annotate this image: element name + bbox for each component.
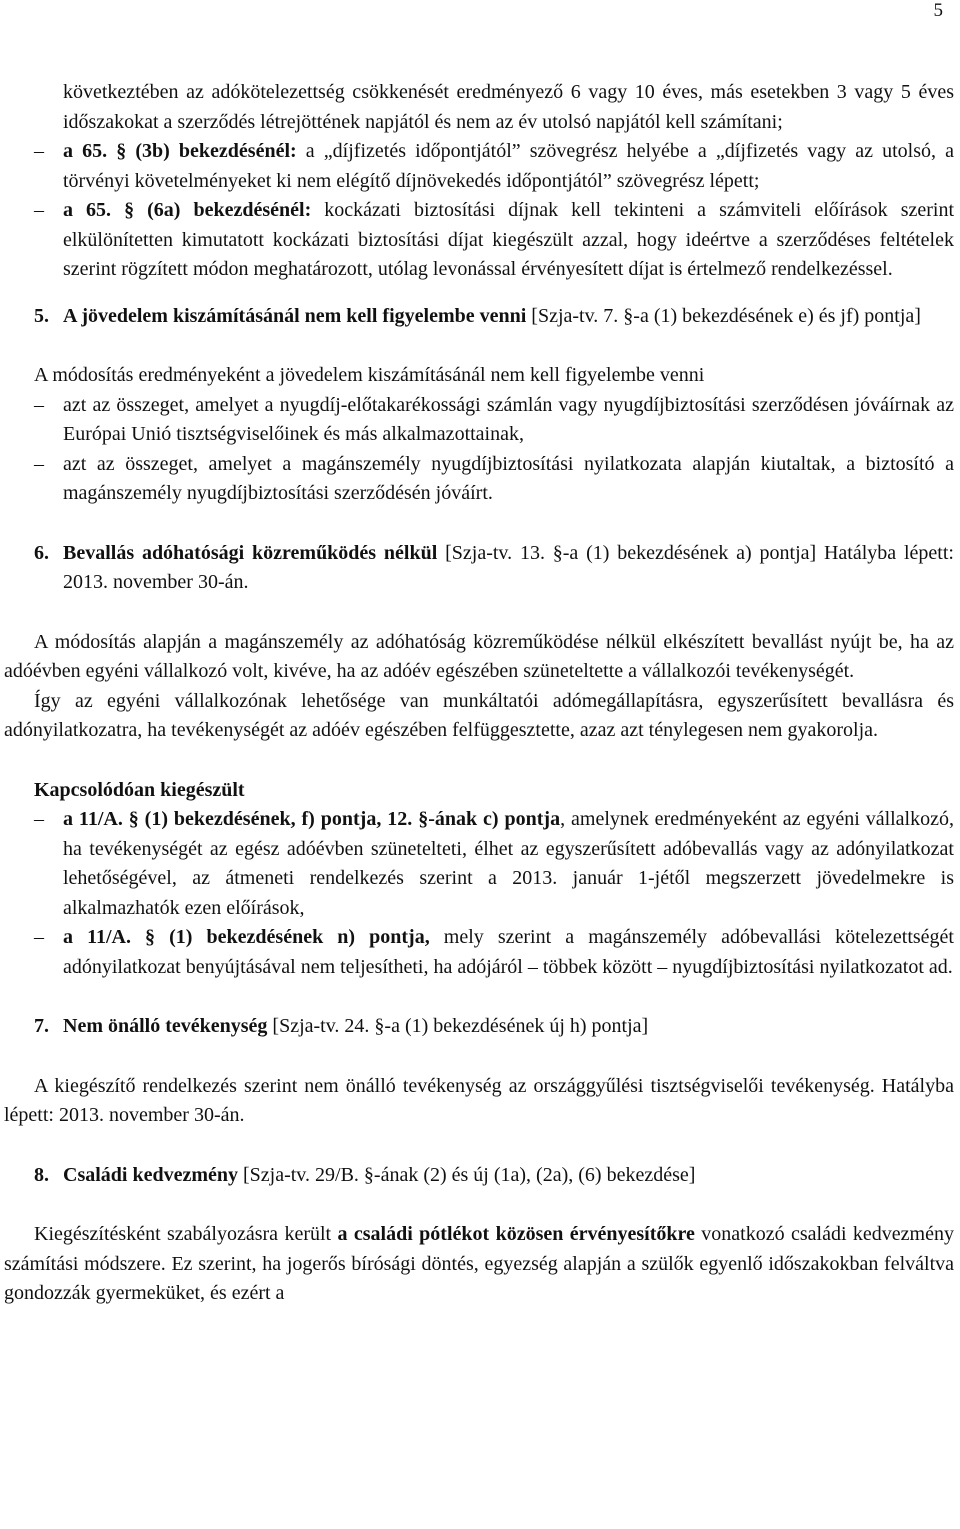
subheading <box>4 776 954 806</box>
item-text: azt az összeget, amelyet a nyugdíj-előtakarékossági számlán vagy nyugdíjbiztosítási szerződésen jóváírnak az Európai Unió tisztségviselőinek és más alkalmazottainak, <box>63 393 954 445</box>
dash-bullet: – <box>34 140 44 162</box>
item-heading: a 11/A. § (1) bekezdésének n) pontja, <box>63 926 430 948</box>
section-reference: [Szja-tv. 29/B. §-ának (2) és új (1a), (2a), (6) bekezdése] <box>238 1163 696 1186</box>
section-heading-5 <box>4 302 954 332</box>
section-title: A jövedelem kiszámításánál nem kell figyelembe venni <box>63 304 527 327</box>
dash-bullet: – <box>34 199 44 221</box>
list-item <box>4 391 954 450</box>
item-heading: a 11/A. § (1) bekezdésének, f) pontja, 12. §-ának c) pontja <box>63 808 561 830</box>
section-heading-6 <box>4 539 954 598</box>
item-text: azt az összeget, amelyet a magánszemély nyugdíjbiztosítási nyilatkozata alapján kiutaltak, a biztosító a magánszemély nyugdíjbiztosítási szerződésén jóváírt. <box>63 452 954 504</box>
item-text: mely szerint a magánszemély adóbevallási kötelezettségét adónyilatkozat benyújtásával nem teljesítheti, ha adójáról – többek között – nyugdíjbiztosítási nyilatkozatot ad. <box>63 926 954 978</box>
section-number: 5. <box>34 304 49 327</box>
list-item-11a-n <box>4 923 954 982</box>
paragraph-text: vonatkozó családi kedvezmény számítási módszere. Ez szerint, ha jogerős bírósági döntés, egyezség alapján a szülők egyenlő időszakokban felváltva gondozzák gyermeküket, és ezért a <box>4 1223 954 1304</box>
section-heading-8 <box>4 1161 954 1191</box>
section-title: Családi kedvezmény <box>63 1163 238 1186</box>
paragraph: Így az egyéni vállalkozónak lehetősége van munkáltatói adómegállapításra, egyszerűsített bevallásra és adónyilatkozatra, ha tevékenységét az adóév egészében felfüggesztette, azaz azt ténylegesen nem gyakorolja. <box>4 689 954 741</box>
section-reference: [Szja-tv. 24. §-a (1) bekezdésének új h) pontja] <box>267 1015 649 1037</box>
list-item-65-3b <box>4 137 954 196</box>
paragraph-text: Kiegészítésként szabályozásra került <box>34 1223 338 1245</box>
section-number: 7. <box>34 1015 49 1037</box>
list-item <box>4 450 954 509</box>
paragraph: A kiegészítő rendelkezés szerint nem önálló tevékenység az országgyűlési tisztségviselői tevékenység. Hatályba lépett: 2013. november 30-án. <box>4 1074 954 1126</box>
section-heading-7 <box>4 1012 954 1042</box>
page-number: 5 <box>933 0 943 21</box>
dash-bullet: – <box>34 926 44 948</box>
section-number: 6. <box>34 541 49 564</box>
dash-bullet: – <box>34 452 44 475</box>
item-text: , amelynek eredményeként az egyéni vállalkozó, ha tevékenységét az egész adóévben szünetelteti, élhet az egyszerűsített adóbevallás vagy az adónyilatkozat lehetőségével, az átmeneti rendelkezés szerint a 2013. január 1-jétől megszerzett jövedelmekre is alkalmazhatók ezen előírások, <box>63 808 954 919</box>
subheading-text: Kapcsolódóan kiegészült <box>34 778 245 801</box>
item-text: a „díjfizetés időpontjától” szövegrész helyébe a „díjfizetés vagy az utolsó, a törvényi követelményeket ki nem elégítő díjnövekedés időpontjától” szövegrész lépett; <box>63 140 954 192</box>
item-text: kockázati biztosítási díjnak kell tekinteni a számviteli előírások szerint elkülönítetten kimutatott kockázati biztosítási díjat kiegészült azzal, hogy ideértve a szerződéses feltételek szerint rögzített módon meghatározott, utólag levonással érvényesített díjat is értelmező rendelkezéssel. <box>63 199 954 280</box>
dash-bullet: – <box>34 393 44 416</box>
section-reference: [Szja-tv. 13. §-a (1) bekezdésének a) pontja] Hatályba lépett: 2013. november 30-án. <box>63 541 954 593</box>
section-title: Bevallás adóhatósági közreműködés nélkül <box>63 541 438 564</box>
list-item-11a-f <box>4 805 954 923</box>
item-heading: a 65. § (6a) bekezdésénél: <box>63 199 312 221</box>
section-reference: [Szja-tv. 7. §-a (1) bekezdésének e) és jf) pontja] <box>526 304 921 327</box>
document-body <box>4 78 954 1309</box>
list-item-65-6a <box>4 196 954 285</box>
paragraph: A módosítás eredményeként a jövedelem kiszámításánál nem kell figyelembe venni <box>34 364 705 386</box>
section-number: 8. <box>34 1163 49 1186</box>
paragraph-emphasis: a családi pótlékot közösen érvényesítőkre <box>337 1223 695 1245</box>
section-title: Nem önálló tevékenység <box>63 1015 268 1037</box>
item-heading: a 65. § (3b) bekezdésénél: <box>63 140 297 162</box>
paragraph <box>4 1220 954 1309</box>
continued-paragraph: következtében az adókötelezettség csökkenését eredményező 6 vagy 10 éves, más esetekben 3 vagy 5 éves időszakokat a szerződés létrejöttének napjától és nem az év utolsó napjától kell számítani; <box>63 81 954 133</box>
paragraph: A módosítás alapján a magánszemély az adóhatóság közreműködése nélkül elkészített bevallást nyújt be, ha az adóévben egyéni vállalkozó volt, kivéve, ha az adóév egészében szüneteltette a vállalkozói tevékenységét. <box>4 630 954 682</box>
dash-bullet: – <box>34 808 44 830</box>
